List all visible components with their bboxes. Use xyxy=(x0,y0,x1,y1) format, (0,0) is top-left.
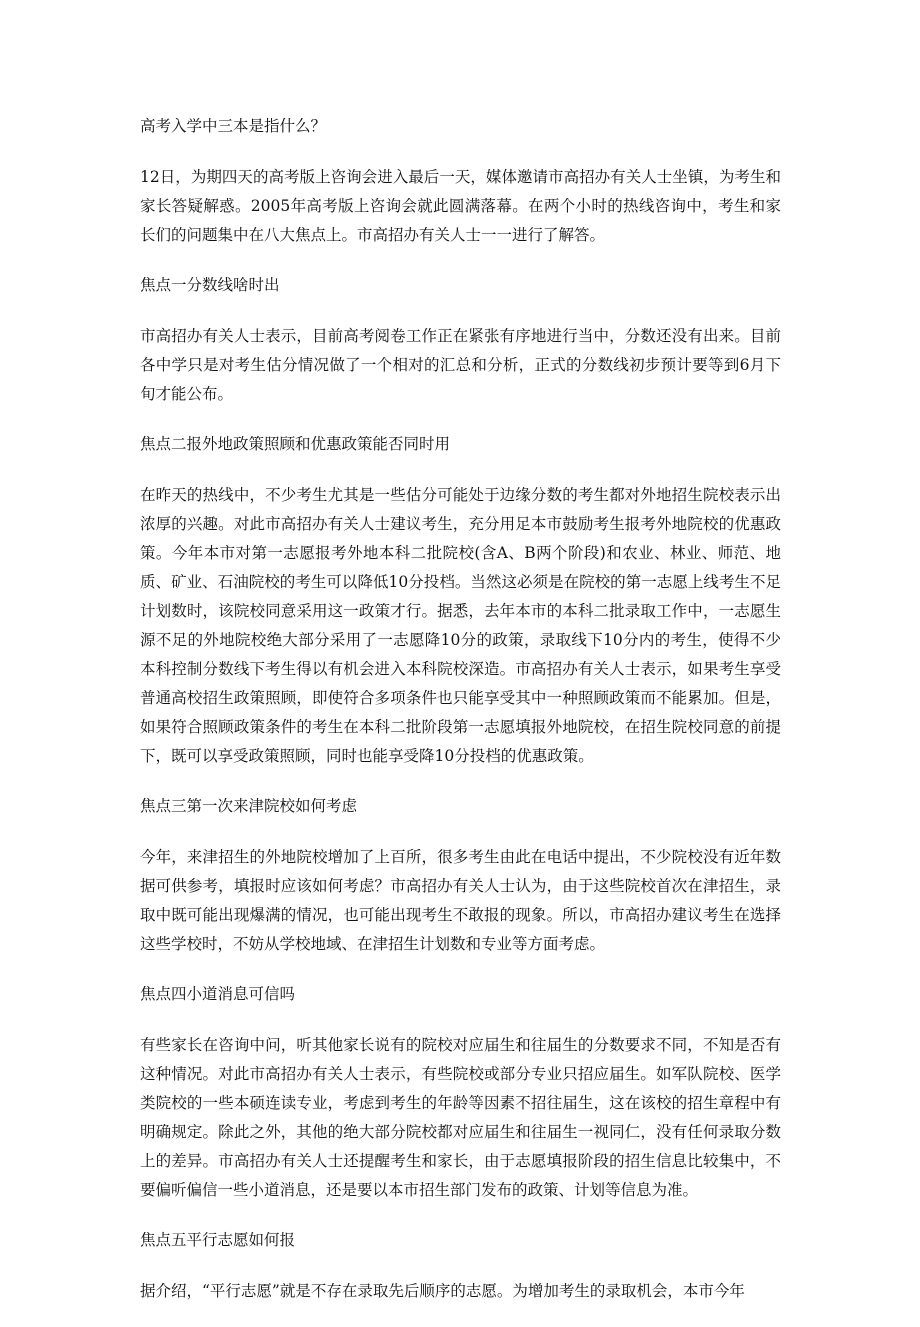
section-body-2: 在昨天的热线中，不少考生尤其是一些估分可能处于边缘分数的考生都对外地招生院校表示出浓厚的兴趣。对此市高招办有关人士建议考生，充分用足本市鼓励考生报考外地院校的优惠政策。今年本市对第一志愿报考外地本科二批院校(含A、B两个阶段)和农业、林业、师范、地质、矿业、石油院校的考生可以降低10分投档。当然这必须是在院校的第一志愿上线考生不足计划数时，该院校同意采用这一政策才行。据悉，去年本市的本科二批录取工作中，一志愿生源不足的外地院校绝大部分采用了一志愿降10分的政策，录取线下10分内的考生，使得不少本科控制分数线下考生得以有机会进入本科院校深造。市高招办有关人士表示，如果考生享受普通高校招生政策照顾，即使符合多项条件也只能享受其中一种照顾政策而不能累加。但是，如果符合照顾政策条件的考生在本科二批阶段第一志愿填报外地院校，在招生院校同意的前提下，既可以享受政策照顾，同时也能享受降10分投档的优惠政策。 xyxy=(140,486,781,765)
section-heading-2: 焦点二报外地政策照顾和优惠政策能否同时用 xyxy=(140,435,451,453)
intro-paragraph: 12日，为期四天的高考版上咨询会进入最后一天，媒体邀请市高招办有关人士坐镇，为考生和家长答疑解惑。2005年高考版上咨询会就此圆满落幕。在两个小时的热线咨询中，考生和家长们的问题集中在八大焦点上。市高招办有关人士一一进行了解答。 xyxy=(140,168,781,244)
section-heading-5: 焦点五平行志愿如何报 xyxy=(140,1231,296,1249)
section-body-5: 据介绍，“平行志愿”就是不存在录取先后顺序的志愿。为增加考生的录取机会，本市今年 xyxy=(140,1282,745,1300)
section-heading-4: 焦点四小道消息可信吗 xyxy=(140,985,296,1003)
document-page xyxy=(140,112,781,1327)
document-title: 高考入学中三本是指什么？ xyxy=(140,117,327,135)
section-body-1: 市高招办有关人士表示，目前高考阅卷工作正在紧张有序地进行当中，分数还没有出来。目前各中学只是对考生估分情况做了一个相对的汇总和分析，正式的分数线初步预计要等到6月下旬才能公布。 xyxy=(140,327,781,403)
section-heading-3: 焦点三第一次来津院校如何考虑 xyxy=(140,797,358,815)
section-body-4: 有些家长在咨询中问，听其他家长说有的院校对应届生和往届生的分数要求不同，不知是否有这种情况。对此市高招办有关人士表示，有些院校或部分专业只招应届生。如军队院校、医学类院校的一些本硕连读专业，考虑到考生的年龄等因素不招往届生，这在该校的招生章程中有明确规定。除此之外，其他的绝大部分院校都对应届生和往届生一视同仁，没有任何录取分数上的差异。市高招办有关人士还提醒考生和家长，由于志愿填报阶段的招生信息比较集中，不要偏听偏信一些小道消息，还是要以本市招生部门发布的政策、计划等信息为准。 xyxy=(140,1036,781,1199)
section-body-3: 今年，来津招生的外地院校增加了上百所，很多考生由此在电话中提出，不少院校没有近年数据可供参考，填报时应该如何考虑？市高招办有关人士认为，由于这些院校首次在津招生，录取中既可能出现爆满的情况，也可能出现考生不敢报的现象。所以，市高招办建议考生在选择这些学校时，不妨从学校地域、在津招生计划数和专业等方面考虑。 xyxy=(140,848,781,953)
section-heading-1: 焦点一分数线啥时出 xyxy=(140,276,280,294)
